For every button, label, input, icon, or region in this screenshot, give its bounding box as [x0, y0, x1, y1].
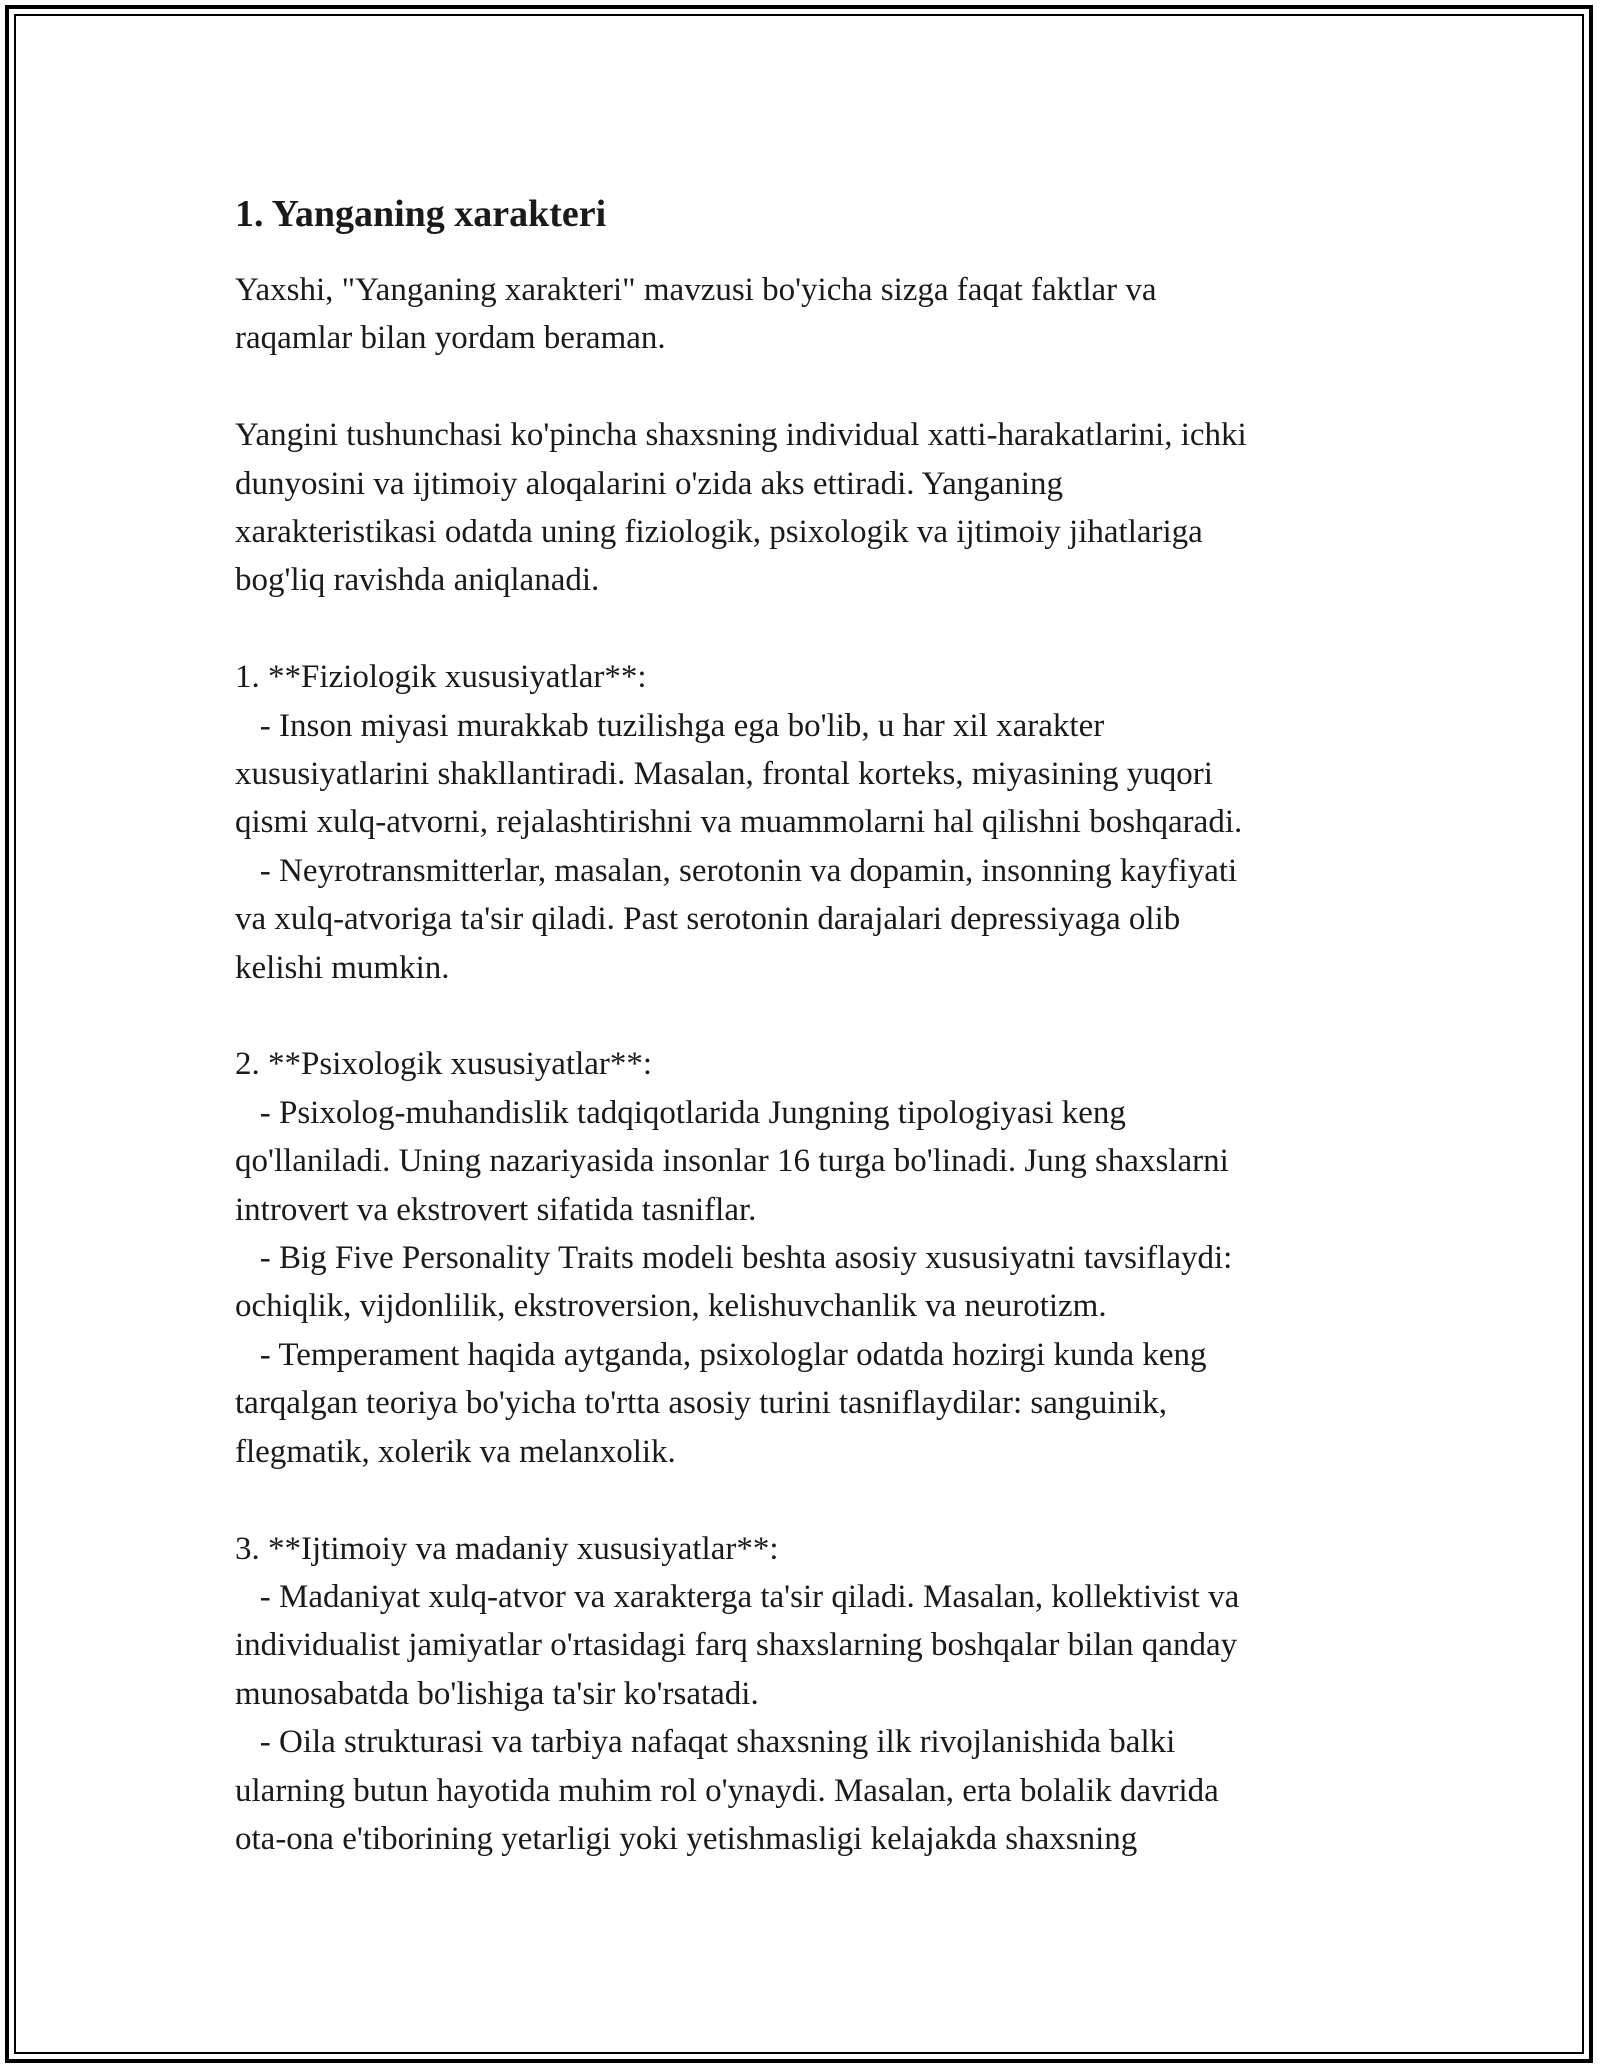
paragraph-gap: [235, 605, 1375, 653]
section-physiological: 1. **Fiziologik xususiyatlar**: - Inson miyasi murakkab tuzilishga ega bo'lib, u har xil xarakter xususiyatlarini shakllantiradi. Masalan, frontal korteks, miyasining yuqori qismi xulq-atvorni, rejalashtirishni va muammolarni hal qilishni boshqaradi. - Neyrotransmitterlar, masalan, serotonin va dopamin, insonning kayfiyati va xulq-atvoriga ta'sir qiladi. Past serotonin darajalari depressiyaga olib kelishi mumkin.: [235, 659, 1243, 986]
section-social-cultural: 3. **Ijtimoiy va madaniy xususiyatlar**: - Madaniyat xulq-atvor va xarakterga ta'sir qiladi. Masalan, kollektivist va individualist jamiyatlar o'rtasidagi farq shaxslarning boshqalar bilan qanday munosabatda bo'lishiga ta'sir ko'rsatadi. - Oila strukturasi va tarbiya nafaqat shaxsning ilk rivojlanishida balki ularning butun hayotida muhim rol o'ynaydi. Masalan, erta bolalik davrida ota-ona e'tiborining yetarligi yoki yetishmasligi kelajakda shaxsning: [235, 1530, 1240, 1857]
section-psychological: 2. **Psixologik xususiyatlar**: - Psixolog-muhandislik tadqiqotlarida Jungning tipologiyasi keng qo'llaniladi. Uning nazariyasida insonlar 16 turga bo'linadi. Jung shaxslarni introvert va ekstrovert sifatida tasniflar. - Big Five Personality Traits modeli beshta asosiy xususiyatni tavsiflaydi: ochiqlik, vijdonlilik, ekstroversion, kelishuvchanlik va neurotizm. - Temperament haqida aytganda, psixologlar odatda hozirgi kunda keng tarqalgan teoriya bo'yicha to'rtta asosiy turini tasniflaydilar: sanguinik, flegmatik, xolerik va melanxolik.: [235, 1046, 1233, 1470]
paragraph-gap: [235, 363, 1375, 411]
paragraph-gap: [235, 992, 1375, 1040]
intro-paragraph: Yaxshi, "Yanganing xarakteri" mavzusi bo'yicha sizga faqat faktlar va raqamlar bilan yordam beraman.: [235, 272, 1157, 357]
paragraph-gap: [235, 1476, 1375, 1524]
document-body: [235, 188, 1375, 1863]
document-title: 1. Yanganing xarakteri: [235, 193, 607, 235]
definition-paragraph: Yangini tushunchasi ko'pincha shaxsning individual xatti-harakatlarini, ichki dunyosini va ijtimoiy aloqalarini o'zida aks ettiradi. Yanganing xarakteristikasi odatda uning fiziologik, psixologik va ijtimoiy jihatlariga bog'liq ravishda aniqlanadi.: [235, 417, 1247, 599]
